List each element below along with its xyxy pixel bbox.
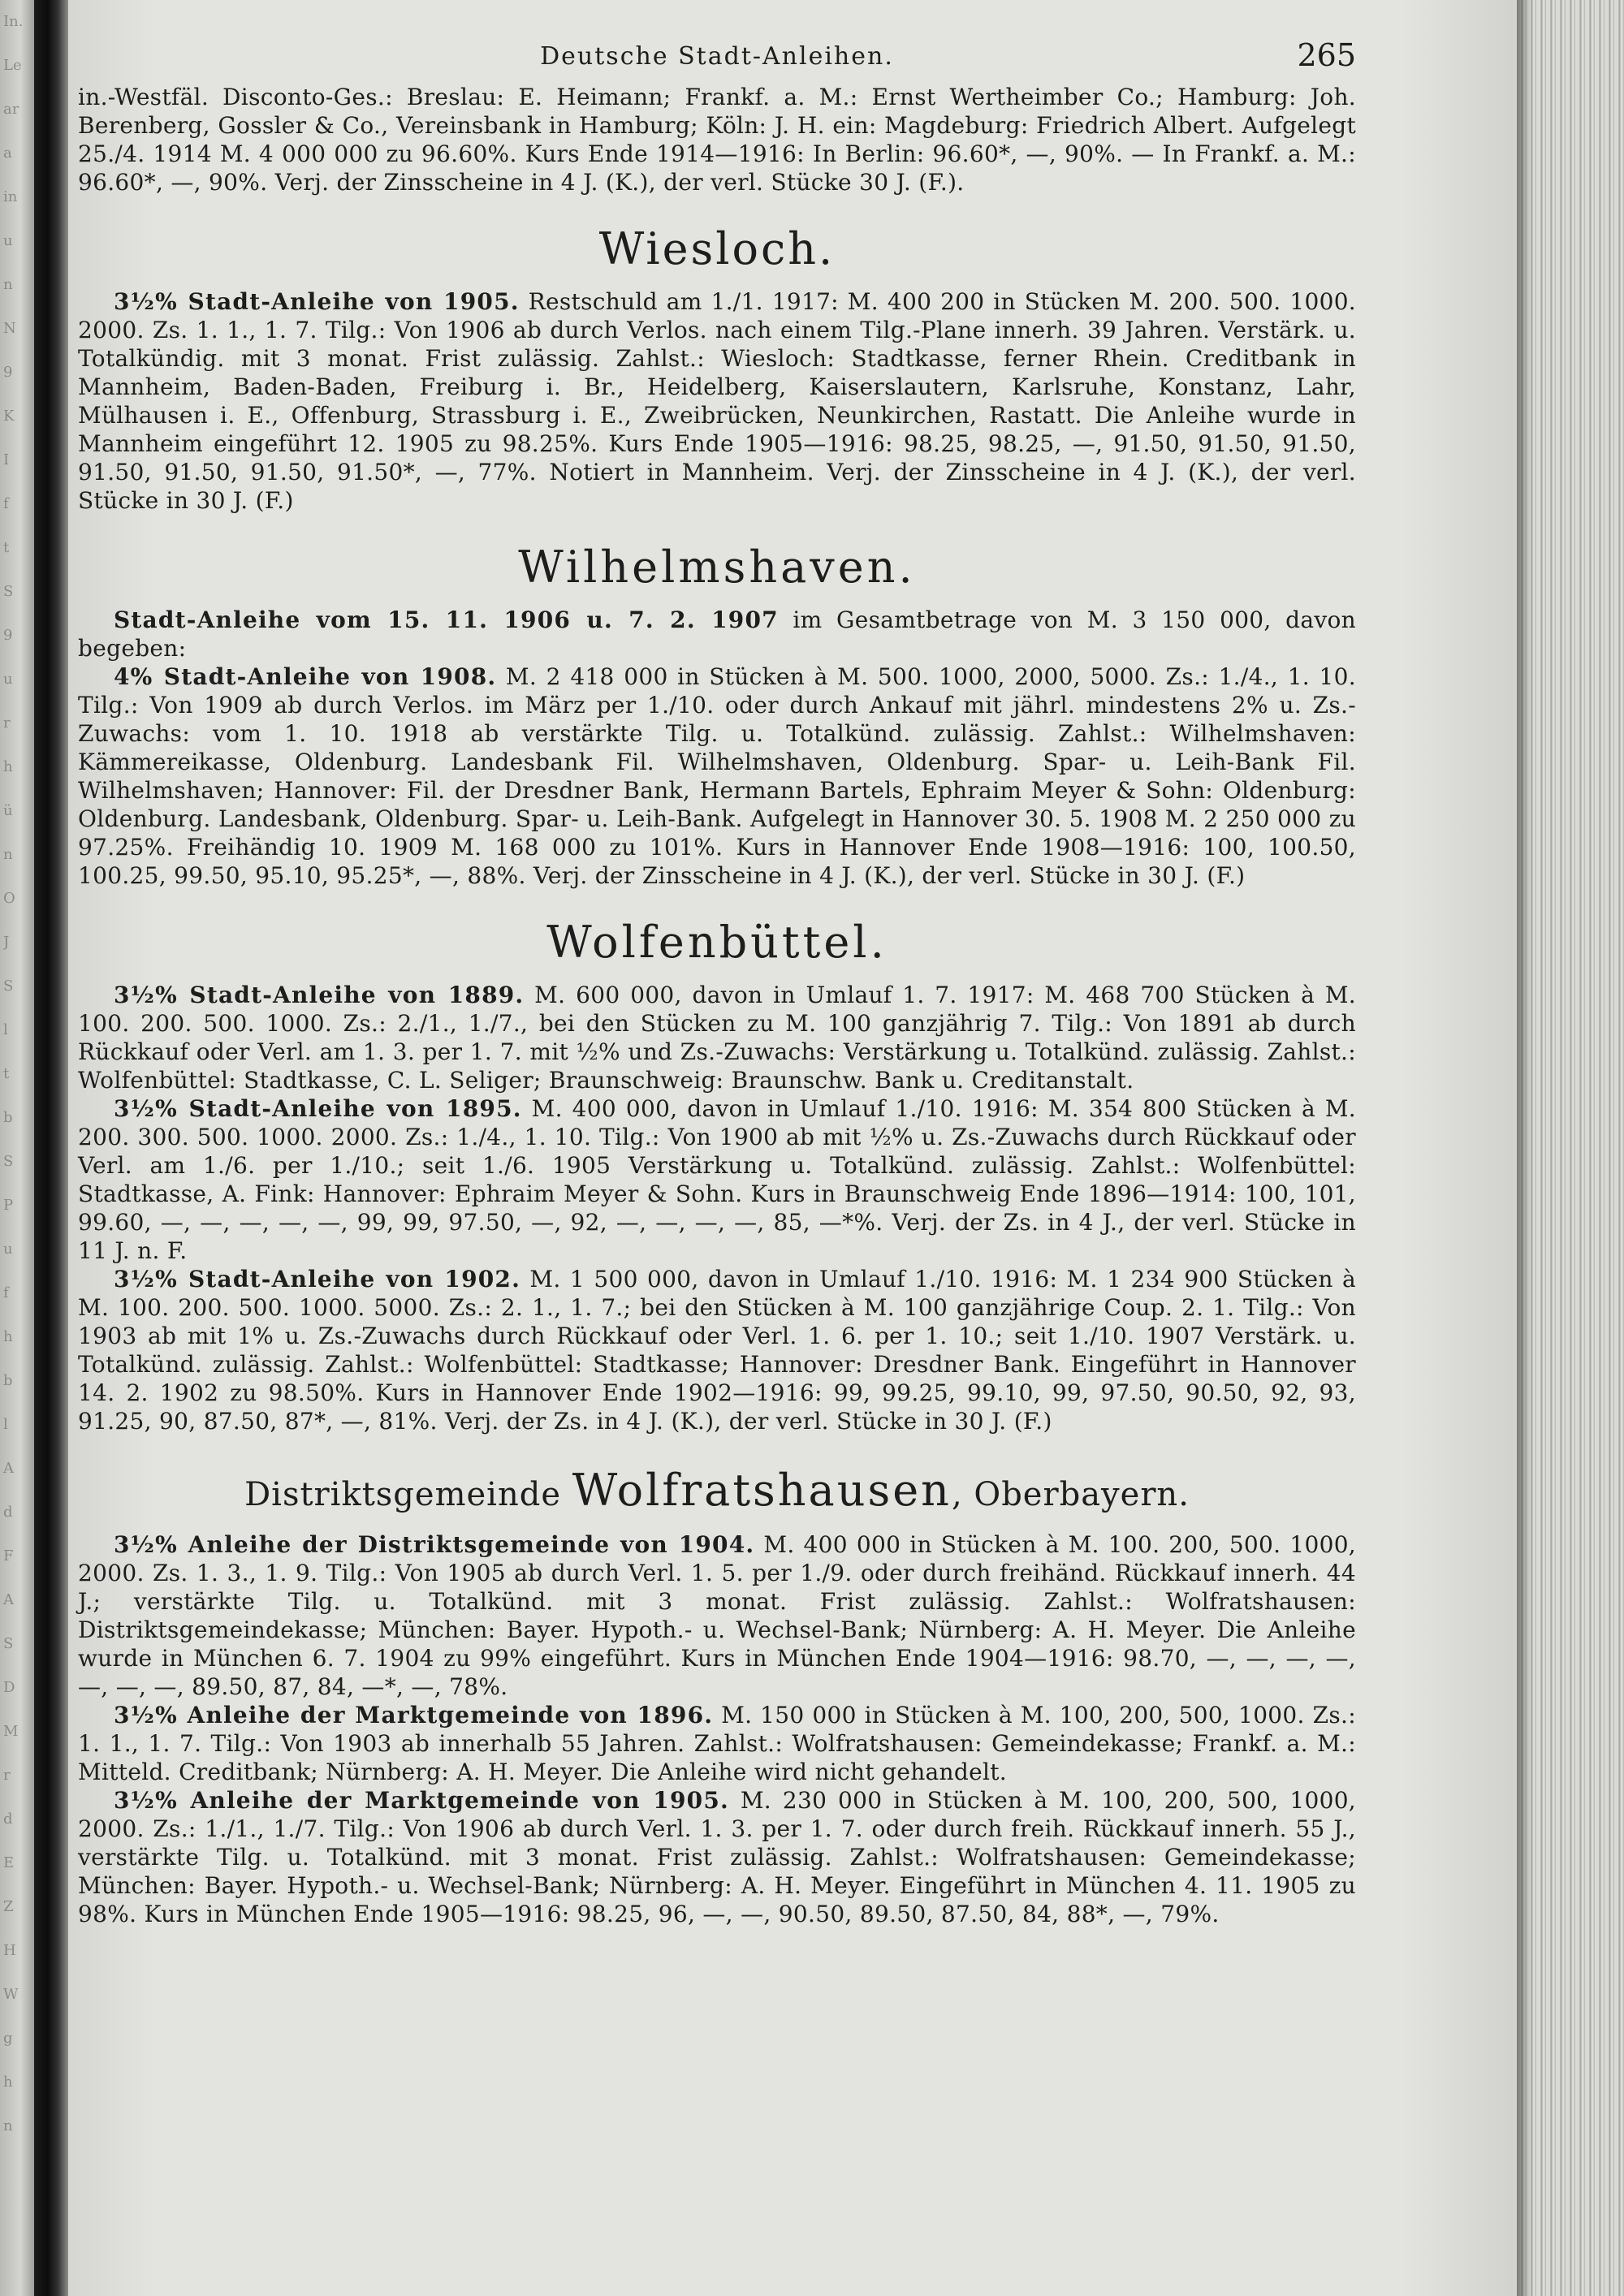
- loan-text: M. 400 000 in Stücken à M. 100. 200, 500. 1000, 2000. Zs. 1. 3., 1. 9. Tilg.: Von 1905 ab durch Verl. 1. 5. per 1./9. oder durch freihänd. Rückkauf innerh. 44 J.; verstärkte Tilg. u. Totalkünd. mit 3 monat. Frist zulässig. Zahlst.: Wolfratshausen: Distriktsgemeindekasse; München: Bayer. Hypoth.- u. Wechsel-Bank; Nürnberg: A. H. Meyer. Die Anleihe wurde in München 6. 7. 1904 zu 99% eingeführt. Kurs in München Ende 1904—1916: 98.70, —, —, —, —, —, —, —, 89.50, 87, 84, —*, —, 78%.: [78, 1531, 1357, 1700]
- section-title: Wolfenbüttel.: [546, 917, 888, 968]
- loan-heading: 4% Stadt-Anleihe von 1908.: [114, 663, 497, 690]
- loan-entry: [78, 287, 1356, 515]
- section-title: Wilhelmshaven.: [518, 542, 916, 593]
- loan-heading: 3½% Anleihe der Marktgemeinde von 1905.: [114, 1787, 729, 1814]
- page-number: 265: [1297, 37, 1356, 73]
- running-head: [78, 32, 1356, 83]
- page-stack-edge: [1517, 0, 1624, 2296]
- previous-page-edge: [0, 0, 34, 2296]
- loan-text: M. 400 000, davon in Umlauf 1./10. 1916: M. 354 800 Stücken à M. 200. 300. 500. 1000. 2000. Zs.: 1./4., 1. 10. Tilg.: Von 1900 ab mit ½% u. Zs.-Zuwachs durch Rückkauf oder Verl. am 1./6. per 1./10.; seit 1./6. 1905 Verstärkung u. Totalkünd. zulässig. Zahlst.: Wolfenbüttel: Stadtkasse, A. Fink: Hannover: Ephraim Meyer & Sohn. Kurs in Braunschweig Ende 1896—1914: 100, 101, 99.60, —, —, —, —, —, 99, 99, 97.50, —, 92, —, —, —, —, 85, —*%. Verj. der Zs. in 4 J., der verl. Stücke in 11 J. n. F.: [78, 1095, 1357, 1264]
- loan-entry: [78, 606, 1356, 662]
- district-title: [78, 1466, 1356, 1519]
- book-binding: [34, 0, 68, 2296]
- district-suffix: , Oberbayern.: [951, 1476, 1190, 1513]
- loan-entry: [78, 981, 1356, 1094]
- loan-entry: [78, 1530, 1356, 1701]
- loan-heading: 3½% Stadt-Anleihe von 1902.: [114, 1266, 521, 1293]
- loan-text: M. 230 000 in Stücken à M. 100, 200, 500, 1000, 2000. Zs.: 1./1., 1./7. Tilg.: Von 1906 ab durch Verl. 1. 3. per 1. 7. oder durch freih. Rückkauf innerh. 55 J., verstärkte Tilg. u. Totalkünd. mit 3 monat. Frist zulässig. Zahlst.: Wolfratshausen: Gemeindekasse; München: Bayer. Hypoth.- u. Wechsel-Bank; Nürnberg: A. H. Meyer. Eingeführt in München 4. 11. 1905 zu 98%. Kurs in München Ende 1905—1916: 98.25, 96, —, —, 90.50, 89.50, 87.50, 84, 88*, —, 79%.: [78, 1787, 1357, 1927]
- section-wilhelmshaven: [78, 542, 1356, 890]
- loan-heading: Stadt-Anleihe vom 15. 11. 1906 u. 7. 2. 1907: [114, 606, 779, 633]
- loan-text: im Gesamtbetrage von M. 3 150 000, davon begeben:: [78, 606, 1357, 662]
- section-title: Wiesloch.: [598, 223, 836, 274]
- loan-text: M. 1 500 000, davon in Umlauf 1./10. 1916: M. 1 234 900 Stücken à M. 100. 200. 500. 1000. 5000. Zs.: 2. 1., 1. 7.; bei den Stücken à M. 100 ganzjährige Coup. 2. 1. Tilg.: Von 1903 ab mit 1% u. Zs.-Zuwachs durch Rückkauf oder Verl. 1. 6. per 1. 10.; seit 1./10. 1907 Verstärk. u. Totalkünd. zulässig. Zahlst.: Wolfenbüttel: Stadtkasse; Hannover: Dresdner Bank. Eingeführt in Hannover 14. 2. 1902 zu 98.50%. Kurs in Hannover Ende 1902—1916: 99, 99.25, 99.10, 99, 97.50, 90.50, 92, 93, 91.25, 90, 87.50, 87*, —, 81%. Verj. der Zs. in 4 J. (K.), der verl. Stücke in 30 J. (F.): [78, 1266, 1357, 1435]
- loan-entry: [78, 1786, 1356, 1928]
- loan-heading: 3½% Anleihe der Distriktsgemeinde von 1904.: [114, 1531, 755, 1558]
- previous-page-text: In. Le ar a in u n N 9 K I f t S 9 u r h ü n O J S l t b S P u f h b l A d F A S D M r d E Z H W g h n: [3, 13, 24, 2134]
- loan-entry: [78, 1701, 1356, 1786]
- loan-text: Restschuld am 1./1. 1917: M. 400 200 in Stücken M. 200. 500. 1000. 2000. Zs. 1. 1., 1. 7. Tilg.: Von 1906 ab durch Verlos. nach einem Tilg.-Plane innerh. 39 Jahren. Verstärk. u. Totalkündig. mit 3 monat. Frist zulässig. Zahlst.: Wiesloch: Stadtkasse, ferner Rhein. Creditbank in Mannheim, Baden-Baden, Freiburg i. Br., Heidelberg, Kaiserslautern, Karlsruhe, Konstanz, Lahr, Mülhausen i. E., Offenburg, Strassburg i. E., Zweibrücken, Neunkirchen, Rastatt. Die Anleihe wurde in Mannheim eingeführt 12. 1905 zu 98.25%. Kurs Ende 1905—1916: 98.25, 98.25, —, 91.50, 91.50, 91.50, 91.50, 91.50, 91.50, 91.50*, —, 77%. Notiert in Mannheim. Verj. der Zinsscheine in 4 J. (K.), der verl. Stücke in 30 J. (F.): [78, 288, 1357, 514]
- section-wiesloch: [78, 224, 1356, 515]
- loan-heading: 3½% Anleihe der Marktgemeinde von 1896.: [114, 1702, 714, 1728]
- loan-heading: 3½% Stadt-Anleihe von 1895.: [114, 1095, 522, 1122]
- page-edge-shadow: [1517, 0, 1531, 2296]
- loan-entry: [78, 1265, 1356, 1435]
- loan-text: M. 2 418 000 in Stücken à M. 500. 1000, 2000, 5000. Zs.: 1./4., 1. 10. Tilg.: Von 1909 ab durch Verlos. im März per 1./10. oder durch Ankauf mit jährl. mindestens 2% u. Zs.-Zuwachs: vom 1. 10. 1918 ab verstärkte Tilg. u. Totalkünd. zulässig. Zahlst.: Wilhelmshaven: Kämmereikasse, Oldenburg. Landesbank Fil. Wilhelmshaven, Oldenburg. Spar- u. Leih-Bank Fil. Wilhelmshaven; Hannover: Fil. der Dresdner Bank, Hermann Bartels, Ephraim Meyer & Sohn: Oldenburg: Oldenburg. Landesbank, Oldenburg. Spar- u. Leih-Bank. Aufgelegt in Hannover 30. 5. 1908 M. 2 250 000 zu 97.25%. Freihändig 10. 1909 M. 168 000 zu 101%. Kurs in Hannover Ende 1908—1916: 100, 100.50, 100.25, 99.50, 95.10, 95.25*, —, 88%. Verj. der Zinsscheine in 4 J. (K.), der verl. Stücke in 30 J. (F.): [78, 663, 1356, 889]
- loan-entry: [78, 662, 1356, 890]
- section-wolfratshausen: [78, 1466, 1356, 1928]
- loan-heading: 3½% Stadt-Anleihe von 1905.: [114, 288, 520, 315]
- loan-entry: [78, 1094, 1356, 1265]
- intro-paragraph: in.-Westfäl. Disconto-Ges.: Breslau: E. Heimann; Frankf. a. M.: Ernst Wertheimber Co.; Hamburg: Joh. Berenberg, Gossler & Co., Vereinsbank in Hamburg; Köln: J. H. ein: Magdeburg: Friedrich Albert. Aufgelegt 25./4. 1914 M. 4 000 000 zu 96.60%. Kurs Ende 1914—1916: In Berlin: 96.60*, —, 90%. — In Frankf. a. M.: 96.60*, —, 90%. Verj. der Zinsscheine in 4 J. (K.), der verl. Stücke 30 J. (F.).: [78, 84, 1356, 196]
- loan-text: M. 150 000 in Stücken à M. 100, 200, 500, 1000. Zs.: 1. 1., 1. 7. Tilg.: Von 1903 ab innerhalb 55 Jahren. Zahlst.: Wolfratshausen: Gemeindekasse; Frankf. a. M.: Mitteld. Creditbank; Nürnberg: A. H. Meyer. Die Anleihe wird nicht gehandelt.: [78, 1702, 1356, 1785]
- loan-heading: 3½% Stadt-Anleihe von 1889.: [114, 982, 525, 1008]
- loan-text: M. 600 000, davon in Umlauf 1. 7. 1917: M. 468 700 Stücken à M. 100. 200. 500. 1000. Zs.: 2./1., 1./7., bei den Stücken zu M. 100 ganzjährig 7. Tilg.: Von 1891 ab durch Rückkauf oder Verl. am 1. 3. per 1. 7. mit ½% und Zs.-Zuwachs: Verstärkung u. Totalkünd. zulässig. Zahlst.: Wolfenbüttel: Stadtkasse, C. L. Seliger; Braunschweig: Braunschw. Bank u. Creditanstalt.: [78, 982, 1356, 1094]
- page-content: [78, 32, 1356, 1928]
- running-title: Deutsche Stadt-Anleihen.: [540, 42, 894, 71]
- district-name: Wolfratshausen: [572, 1465, 952, 1516]
- district-prefix: Distriktsgemeinde: [244, 1476, 572, 1513]
- section-wolfenbuettel: [78, 917, 1356, 1435]
